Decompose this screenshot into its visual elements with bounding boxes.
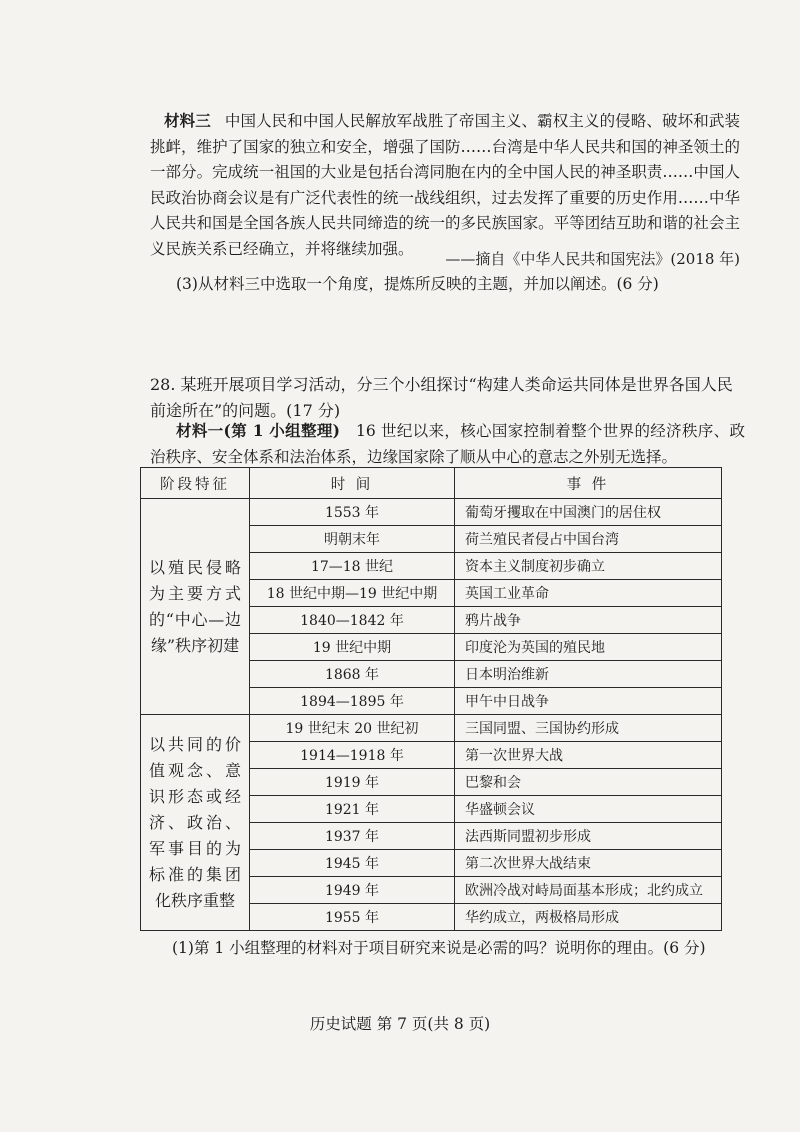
- time-cell: 18 世纪中期—19 世纪中期: [250, 580, 455, 607]
- event-cell: 英国工业革命: [455, 580, 722, 607]
- event-cell: 荷兰殖民者侵占中国台湾: [455, 526, 722, 553]
- event-cell: 日本明治维新: [455, 661, 722, 688]
- material-3-paragraph: [150, 108, 740, 262]
- time-cell: 1937 年: [250, 823, 455, 850]
- event-cell: 甲午中日战争: [455, 688, 722, 715]
- time-cell: 1955 年: [250, 904, 455, 931]
- event-cell: 三国同盟、三国协约形成: [455, 715, 722, 742]
- time-cell: 1894—1895 年: [250, 688, 455, 715]
- time-cell: 19 世纪中期: [250, 634, 455, 661]
- event-cell: 鸦片战争: [455, 607, 722, 634]
- header-time: 时 间: [250, 468, 455, 499]
- header-event: 事 件: [455, 468, 722, 499]
- material-3-text: 中国人民和中国人民解放军战胜了帝国主义、霸权主义的侵略、破坏和武装挑衅，维护了国家的独立和安全，增强了国防……台湾是中华人民共和国的神圣领土的一部分。完成统一祖国的大业是包括台湾同胞在内的全中国人民的神圣职责……中国人民政治协商会议是有广泛代表性的统一战线组织，过去发挥了重要的历史作用……中华人民共和国是全国各族人民共同缔造的统一的多民族国家。平等团结互助和谐的社会主义民族关系已经确立，并将继续加强。: [150, 112, 740, 258]
- table-header-row: [141, 468, 722, 499]
- header-stage: 阶段特征: [141, 468, 250, 499]
- time-cell: 1919 年: [250, 769, 455, 796]
- event-cell: 欧洲冷战对峙局面基本形成；北约成立: [455, 877, 722, 904]
- event-cell: 第一次世界大战: [455, 742, 722, 769]
- question-3: (3)从材料三中选取一个角度，提炼所反映的主题，并加以阐述。(6 分): [176, 275, 659, 293]
- table-row: [141, 499, 722, 526]
- time-cell: 1914—1918 年: [250, 742, 455, 769]
- event-cell: 巴黎和会: [455, 769, 722, 796]
- question-28-prompt: 28. 某班开展项目学习活动，分三个小组探讨“构建人类命运共同体是世界各国人民前途所在”的问题。(17 分): [150, 375, 733, 420]
- material-3-source: ——摘自《中华人民共和国宪法》(2018 年): [445, 250, 740, 268]
- event-cell: 华盛顿会议: [455, 796, 722, 823]
- table-row: [141, 715, 722, 742]
- time-cell: 1840—1842 年: [250, 607, 455, 634]
- event-cell: 第二次世界大战结束: [455, 850, 722, 877]
- material-1-paragraph: [150, 418, 745, 470]
- stage-cell-1: [141, 499, 250, 715]
- time-cell: 明朝末年: [250, 526, 455, 553]
- material-3-label: 材料三: [164, 111, 211, 130]
- time-cell: 19 世纪末 20 世纪初: [250, 715, 455, 742]
- time-cell: 1868 年: [250, 661, 455, 688]
- time-cell: 1921 年: [250, 796, 455, 823]
- time-cell: 17—18 世纪: [250, 553, 455, 580]
- page-footer: 历史试题 第 7 页(共 8 页): [309, 1015, 491, 1033]
- material-1-label: 材料一(第 1 小组整理): [176, 421, 340, 440]
- event-cell: 华约成立，两极格局形成: [455, 904, 722, 931]
- event-cell: 法西斯同盟初步形成: [455, 823, 722, 850]
- time-cell: 1949 年: [250, 877, 455, 904]
- time-cell: 1945 年: [250, 850, 455, 877]
- history-events-table: [140, 467, 722, 931]
- event-cell: 葡萄牙攫取在中国澳门的居住权: [455, 499, 722, 526]
- stage-label: 以殖民侵略为主要方式的“中心—边缘”秩序初建: [149, 557, 241, 655]
- event-cell: 资本主义制度初步确立: [455, 553, 722, 580]
- time-cell: 1553 年: [250, 499, 455, 526]
- stage-label: 以共同的价值观念、意识形态或经济、政治、军事目的为标准的集团化秩序重整: [149, 734, 241, 910]
- event-cell: 印度沦为英国的殖民地: [455, 634, 722, 661]
- material-1-text: 16 世纪以来，核心国家控制着整个世界的经济秩序、政治秩序、安全体系和法治体系，边缘国家除了顺从中心的意志之外别无选择。: [150, 422, 745, 466]
- stage-cell-2: [141, 715, 250, 931]
- question-1: (1)第 1 小组整理的材料对于项目研究来说是必需的吗？说明你的理由。(6 分): [172, 939, 706, 957]
